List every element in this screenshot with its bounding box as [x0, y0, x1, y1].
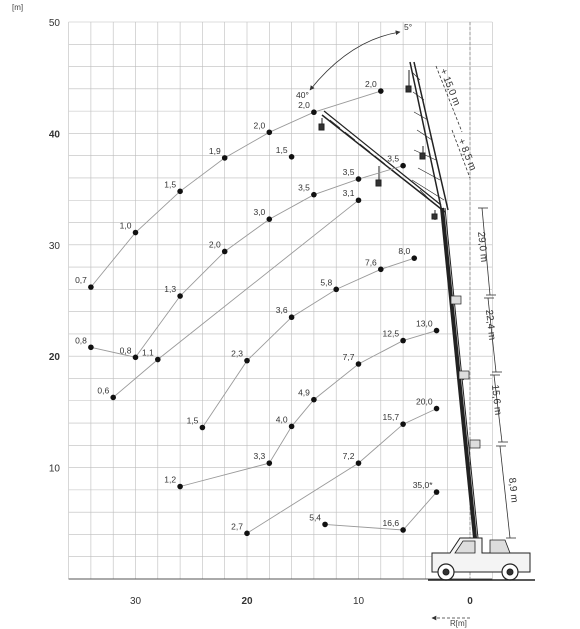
load-point-label: 13,0 [416, 318, 433, 329]
load-point [356, 460, 362, 466]
load-point-label: 7,2 [342, 451, 355, 462]
load-point [110, 395, 116, 401]
load-point [222, 155, 228, 161]
load-point [267, 216, 273, 222]
load-point-label: 8,0 [398, 246, 411, 257]
load-point-label: 2,0 [364, 79, 377, 90]
load-point [400, 527, 406, 533]
load-point [267, 129, 273, 135]
load-point [88, 284, 94, 290]
y-tick-label: 20 [48, 352, 60, 364]
x-tick-label: 0 [467, 596, 473, 607]
load-point-label: 7,7 [342, 351, 355, 362]
load-point [356, 197, 362, 203]
load-point-label: 3,5 [342, 167, 355, 178]
load-point-label: 2,3 [231, 348, 243, 359]
y-axis-unit-label: [m] [12, 3, 24, 12]
load-point [434, 489, 440, 495]
load-point [267, 460, 273, 466]
load-point-label: 4,9 [298, 387, 310, 398]
x-tick-label: 10 [352, 596, 365, 607]
load-point-label: 1,9 [208, 145, 221, 156]
load-point-label: 1,5 [164, 179, 177, 190]
load-point-label: 15,7 [382, 412, 400, 423]
load-curve [202, 258, 414, 427]
load-point [322, 522, 328, 528]
load-point [378, 267, 384, 273]
load-point [400, 338, 406, 344]
load-point-label: 3,1 [342, 188, 355, 199]
load-point [289, 424, 295, 430]
load-point [434, 328, 440, 334]
load-point [333, 287, 339, 293]
load-point-label: 1,1 [141, 347, 154, 358]
load-curve [91, 91, 381, 287]
y-tick-label: 30 [48, 240, 60, 252]
load-point-label: 0,6 [97, 385, 110, 396]
load-point [177, 293, 183, 299]
boom-length-8-9: 8,9 m [506, 477, 520, 504]
load-point-label: 4,0 [275, 414, 288, 425]
load-point-label: 1,5 [275, 144, 288, 155]
load-point-label: 1,3 [164, 284, 177, 295]
load-point-label: 5,8 [320, 277, 333, 288]
load-point-label: 16,6 [382, 517, 400, 528]
load-point-label: 3,3 [253, 451, 266, 462]
boom-length-15-6: 15,6 m [489, 384, 504, 416]
boom-length-29: 29,0 m [475, 231, 490, 263]
load-curves [91, 91, 437, 533]
y-tick-label: 50 [48, 18, 60, 29]
load-point-label: 2,0 [208, 239, 221, 250]
load-point-label: 1,2 [164, 474, 177, 485]
chart-grid [69, 22, 493, 579]
load-curve [180, 328, 437, 487]
angle-label-40: 40° [296, 90, 309, 100]
load-point [155, 357, 161, 363]
load-point [356, 361, 362, 367]
load-point [88, 344, 94, 350]
load-point [356, 176, 362, 182]
load-point-label: 0,7 [75, 275, 87, 286]
load-point-label: 20,0 [416, 396, 433, 407]
load-point-label: 7,6 [364, 257, 377, 268]
load-point [244, 531, 250, 537]
load-point-label: 12,5 [382, 328, 400, 339]
load-point [222, 249, 228, 255]
axis-ticks [49, 18, 473, 607]
load-point [400, 421, 406, 427]
load-point [311, 397, 317, 403]
load-point-label: 0,8 [75, 335, 87, 346]
jib-length-8-5: + 8,5 m [455, 137, 479, 173]
load-point-label: 5,4 [309, 512, 322, 523]
load-point-label: 35,0* [412, 480, 433, 491]
load-point-label: 1,0 [119, 220, 132, 231]
load-point-label: 2,0 [253, 120, 266, 131]
load-point [177, 484, 183, 490]
x-tick-label: 30 [129, 596, 142, 607]
y-tick-label: 40 [48, 129, 60, 141]
load-point-label: 2,7 [231, 521, 243, 532]
load-point [289, 154, 295, 160]
y-tick-label: 10 [48, 463, 60, 475]
load-point [311, 109, 317, 115]
x-tick-label: 20 [241, 596, 253, 607]
angle-label-5: 5° [404, 22, 413, 32]
load-point [378, 88, 384, 94]
load-point [311, 192, 317, 198]
load-point [411, 255, 417, 261]
load-point-label: 3,5 [298, 182, 310, 193]
load-point [133, 355, 139, 361]
load-curve [247, 409, 437, 534]
load-point [434, 406, 440, 412]
load-point [200, 425, 206, 431]
load-point-label: 2,0 [298, 100, 310, 111]
x-axis-unit-label: R[m] [450, 619, 467, 628]
load-point-label: 0,8 [119, 345, 132, 356]
load-point-label: 1,5 [186, 415, 199, 426]
angle-indicators [296, 22, 412, 100]
load-point-label: 3,5 [387, 153, 400, 164]
load-point-label: 3,0 [253, 207, 266, 218]
boom-length-22-4: 22,4 m [483, 309, 498, 341]
load-point [400, 163, 406, 169]
load-point [244, 358, 250, 364]
load-point [177, 189, 183, 195]
jib-length-15: + 15,0 m [437, 67, 463, 108]
load-point [289, 314, 295, 320]
load-point [133, 230, 139, 236]
load-point-label: 3,6 [275, 305, 288, 316]
